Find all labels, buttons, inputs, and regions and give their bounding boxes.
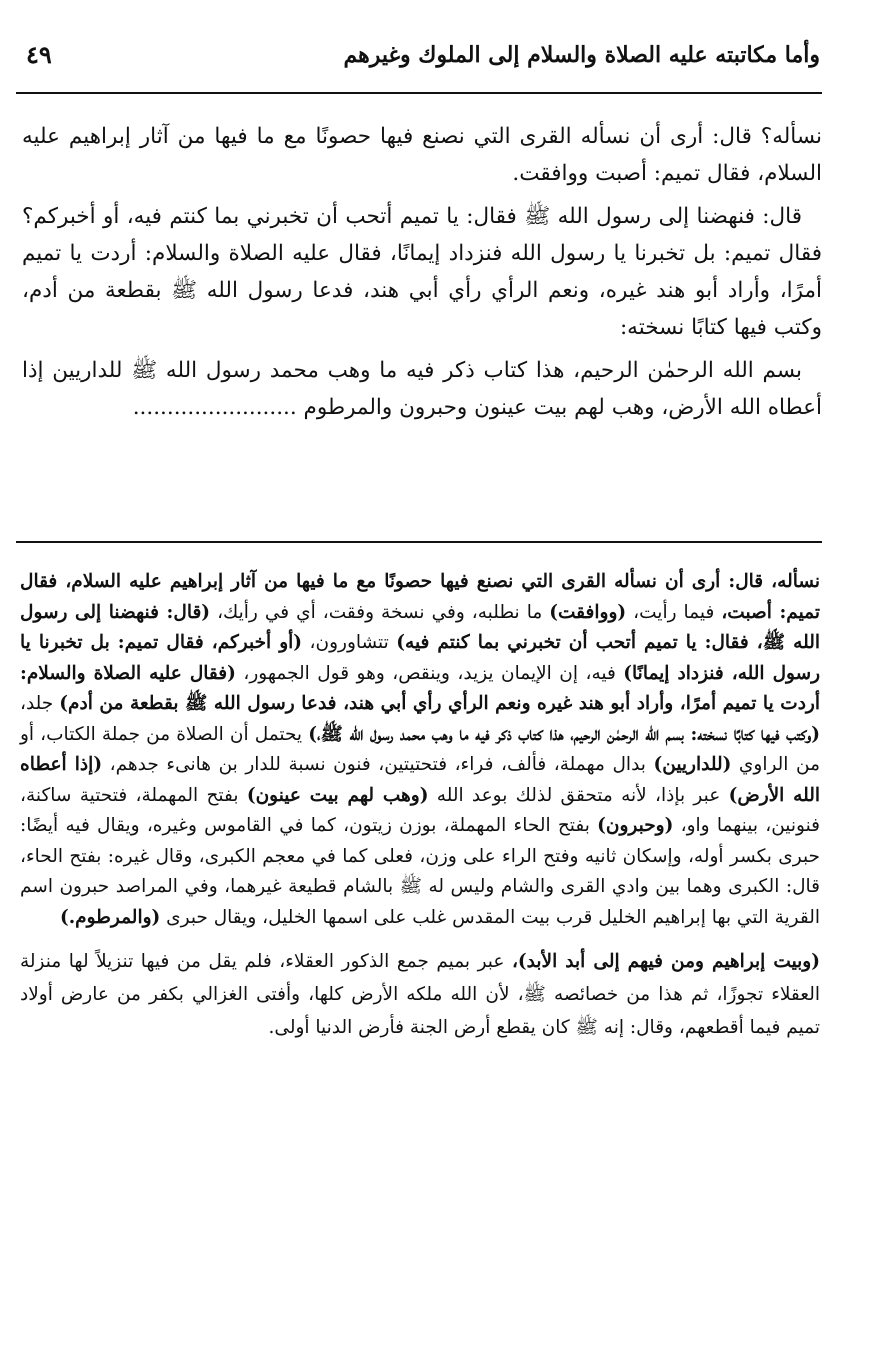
main-paragraph-1: نسأله؟ قال: أرى أن نسأله القرى التي نصنع فيها حصونًا مع ما فيها من آثار إبراهيم عليه السلام، فقال تميم: أصبت ووافقت. — [22, 124, 822, 186]
commentary-text: بدال مهملة، فألف، فراء، فتحتيتين، فنون نسبة للدار بن هانىء جدهم، — [102, 754, 654, 775]
header-rule — [16, 92, 822, 94]
main-paragraph-3: بسم الله الرحمٰن الرحيم، هذا كتاب ذكر فيه ما وهب محمد رسول الله ﷺ للداريين إذا أعطاه الله الأرض، وهب لهم بيت عينون وحبرون والمرطوم ........................ — [22, 358, 822, 420]
commentary-paragraph-2 — [20, 945, 820, 1044]
commentary-text: تتشاورون، — [302, 632, 397, 653]
commentary-text: فيه، إن الإيمان يزيد، وينقص، وهو قول الجمهور، — [235, 662, 624, 684]
commentary-text: جلد، — [20, 693, 60, 714]
page-number: ٤٩ — [26, 40, 52, 69]
quoted-text: (ووافقت) — [549, 601, 627, 623]
quoted-text: (إذا أعطاه الله الأرض) — [20, 754, 821, 806]
quoted-text: (فقال عليه الصلاة والسلام: أردت يا تميم أمرًا، وأراد أبو هند غيره ونعم الرأي رأي أبي هند، فدعا رسول الله ﷺ بقطعة من أدم) — [20, 662, 821, 714]
quoted-text: (للداريين) — [653, 754, 732, 775]
running-title: وأما مكاتبته عليه الصلاة والسلام إلى الملوك وغيرهم — [343, 42, 820, 68]
page-header — [20, 40, 820, 90]
commentary-text: عبر بإذا، لأنه متحقق لذلك بوعد الله — [428, 784, 729, 806]
quoted-text: (وحبرون) — [597, 815, 674, 836]
quoted-text: (والمرطوم.) — [59, 906, 161, 928]
commentary — [20, 567, 820, 1044]
commentary-text: بفتح المهملة، فتحتية ساكنة، فنونين، بينهما واو، — [20, 784, 821, 836]
quoted-text: (وكتب فيها كتابًا نسخته: بسم الله الرحمٰن الرحيم، هذا كتاب ذكر فيه ما وهب محمد رسول الله ﷺ،) — [308, 723, 820, 745]
commentary-text: فيما رأيت، — [626, 601, 722, 623]
commentary-text: عبر بميم جمع الذكور العقلاء، فلم يقل من فيها تنزيلاً لها منزلة العقلاء تجوزًا، ثم هذا من خصائصه ﷺ، لأن الله ملكه الأرض كلها، وأفتى الغزالي بكفر من عارض أولاد تميم فيما أقطعهم، وقال: إنه ﷺ كان يقطع أرض الجنة فأرض الدنيا أولى. — [20, 951, 820, 1038]
quoted-text: (وبيت إبراهيم ومن فيهم إلى أبد الأبد)، — [511, 951, 820, 972]
quoted-text: (وهب لهم بيت عينون) — [246, 784, 429, 806]
main-text — [22, 118, 822, 432]
commentary-text: ما نطلبه، وفي نسخة وفقت، أي في رأيك، — [210, 601, 550, 623]
main-paragraph-2: قال: فنهضنا إلى رسول الله ﷺ فقال: يا تميم أتحب أن تخبرني بما كنتم فيه، أو أخبركم؟ فقال تميم: بل تخبرنا يا رسول الله فنزداد إيمانًا، فقال عليه الصلاة والسلام: أردت يا تميم أمرًا، وأراد أبو هند غيره، ونعم الرأي رأي أبي هند، فدعا رسول الله ﷺ بقطعة من أدم، وكتب فيها كتابًا نسخته: — [22, 204, 822, 340]
commentary-text: بفتح الحاء المهملة، بوزن زيتون، كما في القاموس وغيره، ويقال فيه أيضًا: حبرى بكسر أوله، وإسكان ثانيه وفتح الراء على وزن، فعلى كما في معجم الكبرى، وقال غيره: بفتح الحاء، قال: الكبرى وهما بين وادي القرى والشام وليس له ﷺ بالشام قطيعة غيرهما، وفي المراصد حبرون اسم القرية التي بها إبراهيم الخليل قرب بيت المقدس غلب على اسمها الخليل، ويقال حبرى — [20, 815, 820, 928]
commentary-text: يحتمل أن الصلاة من جملة الكتاب، أو من الراوي — [20, 723, 820, 775]
quoted-text: نسأله، قال: أرى أن نسأله القرى التي نصنع فيها حصونًا مع ما فيها من آثار إبراهيم عليه السلام، فقال تميم: أصبت، — [20, 571, 821, 623]
quoted-text: (أو أخبركم، فقال تميم: بل تخبرنا يا رسول الله، فنزداد إيمانًا) — [20, 632, 821, 684]
quoted-text: (قال: فنهضنا إلى رسول الله ﷺ، فقال: يا تميم أتحب أن تخبرني بما كنتم فيه) — [20, 601, 820, 653]
commentary-paragraph-1 — [20, 567, 820, 933]
section-divider — [16, 541, 822, 543]
